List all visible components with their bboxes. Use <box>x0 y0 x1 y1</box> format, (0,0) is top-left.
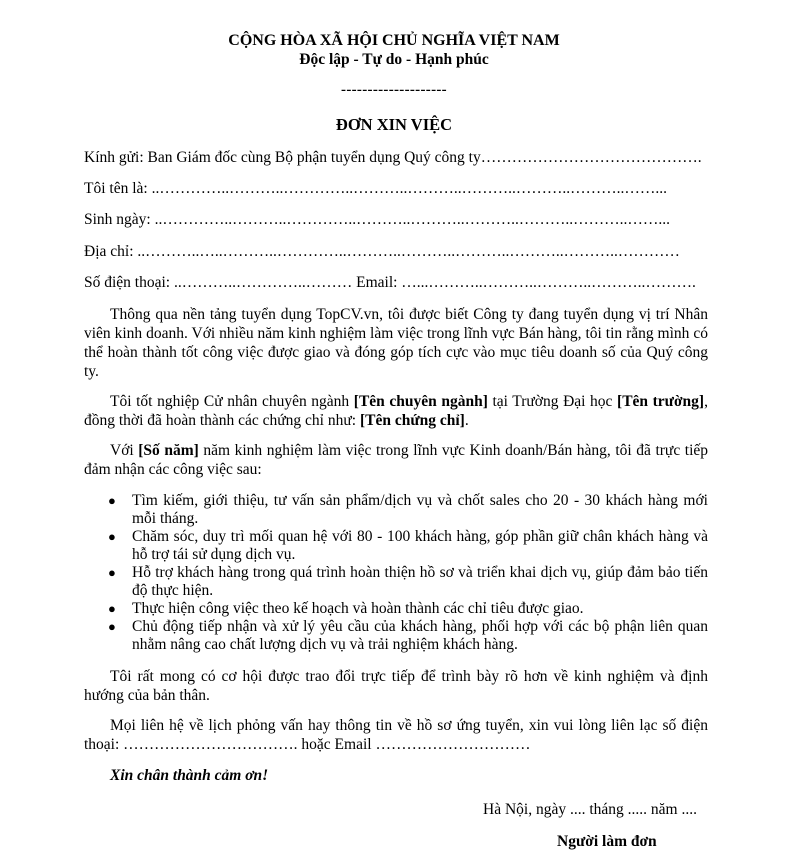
email-field-tail: ………. <box>645 274 696 291</box>
signer-label: Người làm đơn <box>557 833 657 850</box>
dob-field-line: Sinh ngày: ..…………..………..…………..………..………..………..………..………..……... <box>84 211 670 228</box>
bullet-icon: ● <box>108 619 116 634</box>
recipient-line: Kính gửi: Ban Giám đốc cùng Bộ phận tuyển dụng Quý công ty……………………………………. <box>84 149 702 166</box>
list-item <box>84 528 708 564</box>
experience-text: Với <box>110 442 139 459</box>
name-field-line: Tôi tên là: ..…………..………..…………..………..………..………..………..………..……... <box>84 180 667 197</box>
duties-list <box>84 492 708 654</box>
bullet-icon: ● <box>108 493 116 508</box>
list-item-text: Tìm kiếm, giới thiệu, tư vấn sản phẩm/dịch vụ và chốt sales cho 20 - 30 khách hàng mới mỗi tháng. <box>132 492 708 527</box>
university-placeholder: [Tên trường] <box>617 393 705 410</box>
country-heading: CỘNG HÒA XÃ HỘI CHỦ NGHĨA VIỆT NAM <box>228 32 560 49</box>
major-placeholder: [Tên chuyên ngành] <box>353 393 488 410</box>
education-paragraph <box>84 392 708 430</box>
experience-text: năm kinh nghiệm làm việc trong lĩnh vực Kinh doanh/Bán hàng, tôi đã trực tiếp đảm nhận các công việc sau: <box>84 442 709 478</box>
closing-thanks: Xin chân thành cảm ơn! <box>110 767 269 784</box>
list-item <box>84 600 708 618</box>
education-text: tại Trường Đại học <box>487 393 618 410</box>
date-line: Hà Nội, ngày .... tháng ..... năm .... <box>483 801 697 818</box>
list-item-text: Chủ động tiếp nhận và xử lý yêu cầu của khách hàng, phối hợp với các bộ phận liên quan nhằm nâng cao chất lượng dịch vụ và trải nghiệm khách hàng. <box>132 618 708 653</box>
certificate-placeholder: [Tên chứng chỉ] <box>359 412 465 429</box>
phone-email-line <box>84 274 708 292</box>
phone-field-label: Số điện thoại: ..………..…………..……… <box>84 274 357 291</box>
intro-paragraph: Thông qua nền tảng tuyển dụng TopCV.vn, tôi được biết Công ty đang tuyển dụng vị trí Nhân viên kinh doanh. Với nhiều năm kinh nghiệm làm việc trong lĩnh vực Bán hàng, tôi tin rằng mình có thể hoàn thành tốt công việc được giao và đóng góp tích cực vào mục tiêu doanh số của Quý công ty. <box>84 306 708 380</box>
list-item <box>84 492 708 528</box>
education-text: , đồng thời đã hoàn thành các chứng chỉ như: <box>84 393 708 429</box>
list-item-text: Thực hiện công việc theo kế hoạch và hoàn thành các chỉ tiêu được giao. <box>132 600 584 617</box>
years-placeholder: [Số năm] <box>138 442 199 459</box>
email-field-label: Email: …...………..………..………..……….. <box>356 274 646 291</box>
contact-paragraph: Mọi liên hệ về lịch phỏng vấn hay thông tin về hồ sơ ứng tuyển, xin vui lòng liên lạc số điện thoại: ……………………………. hoặc Email ………………………… <box>84 717 708 753</box>
list-item <box>84 564 708 600</box>
experience-paragraph <box>84 441 708 479</box>
list-item-text: Chăm sóc, duy trì mối quan hệ với 80 - 100 khách hàng, góp phần giữ chân khách hàng và hỗ trợ tái sử dụng dịch vụ. <box>132 528 708 563</box>
bullet-icon: ● <box>108 565 116 580</box>
education-text: Tôi tốt nghiệp Cử nhân chuyên ngành <box>110 393 354 410</box>
separator: -------------------- <box>341 82 447 98</box>
bullet-icon: ● <box>108 529 116 544</box>
list-item <box>84 618 708 654</box>
address-field-line: Địa chỉ: ..………..…..………..…………..………..………..………..………..………..………… <box>84 243 680 260</box>
motto: Độc lập - Tự do - Hạnh phúc <box>299 51 489 68</box>
list-item-text: Hỗ trợ khách hàng trong quá trình hoàn thiện hồ sơ và triển khai dịch vụ, giúp đảm bảo tiến độ thực hiện. <box>132 564 708 599</box>
bullet-icon: ● <box>108 601 116 616</box>
education-text: . <box>464 412 469 429</box>
page-title: ĐƠN XIN VIỆC <box>335 115 453 134</box>
hope-paragraph: Tôi rất mong có cơ hội được trao đổi trực tiếp để trình bày rõ hơn về kinh nghiệm và định hướng của bản thân. <box>84 668 708 704</box>
